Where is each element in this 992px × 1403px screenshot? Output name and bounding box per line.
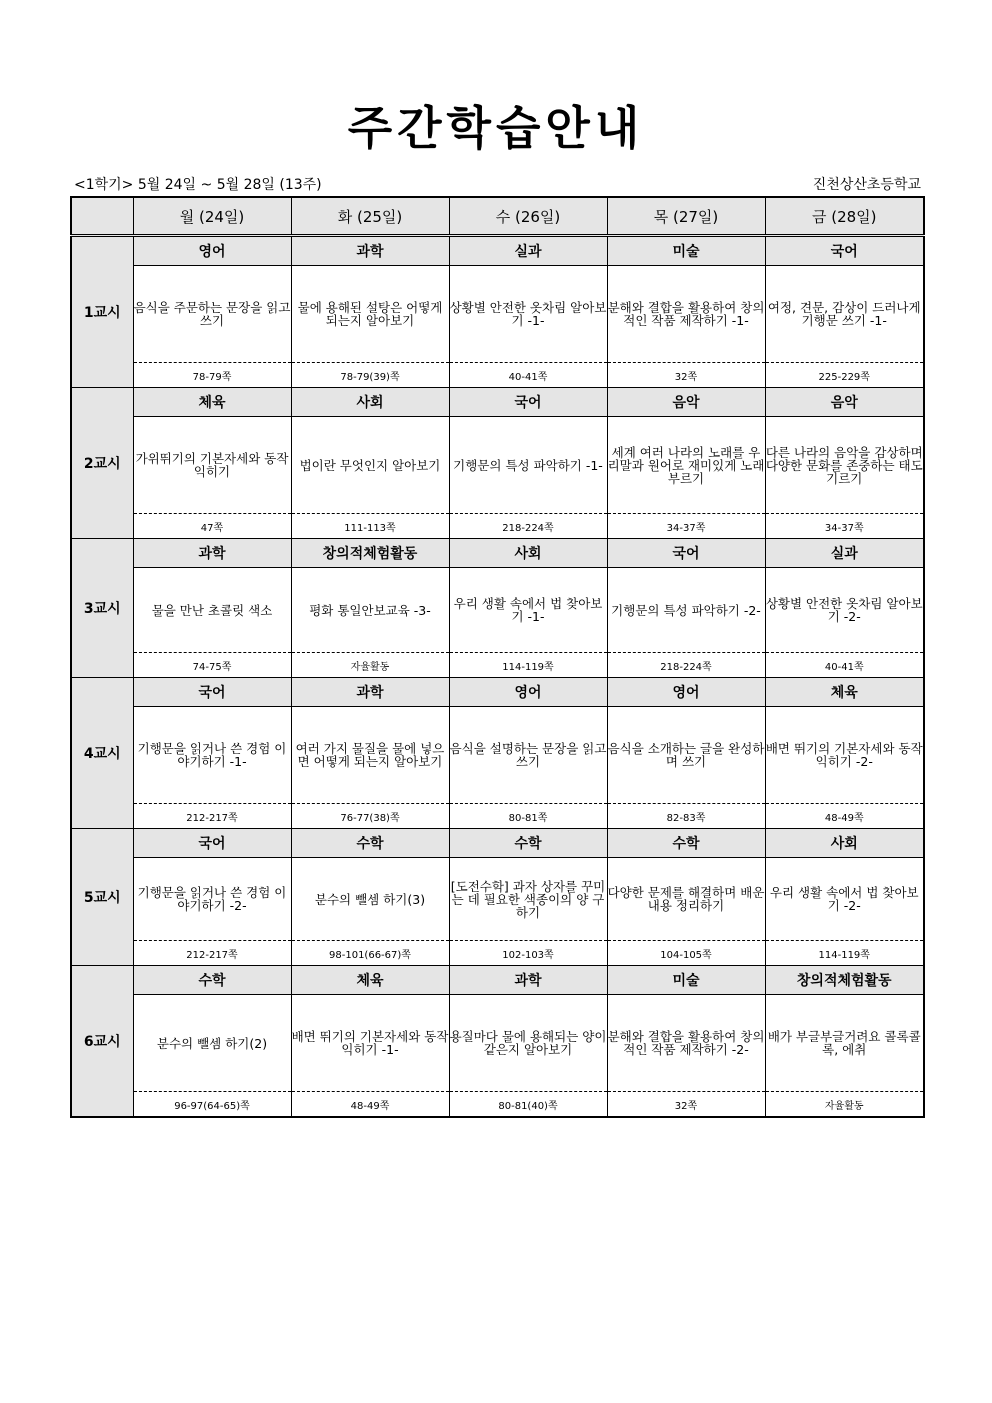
topic-row bbox=[71, 858, 924, 941]
subject-cell: 사회 bbox=[449, 539, 607, 568]
subject-row bbox=[71, 236, 924, 266]
page-ref-cell: 34-37쪽 bbox=[607, 514, 765, 539]
subject-cell: 체육 bbox=[291, 966, 449, 995]
subject-cell: 미술 bbox=[607, 966, 765, 995]
page-ref-cell: 102-103쪽 bbox=[449, 941, 607, 966]
day-header-thu: 목 (27일) bbox=[607, 197, 765, 236]
page-ref-cell: 82-83쪽 bbox=[607, 804, 765, 829]
day-header-fri: 금 (28일) bbox=[765, 197, 924, 236]
topic-cell: 기행문의 특성 파악하기 -2- bbox=[607, 568, 765, 653]
topic-cell: [도전수학] 과자 상자를 꾸미는 데 필요한 색종이의 양 구하기 bbox=[449, 858, 607, 941]
topic-row bbox=[71, 266, 924, 363]
topic-cell: 기행문을 읽거나 쓴 경험 이야기하기 -2- bbox=[133, 858, 291, 941]
subject-cell: 과학 bbox=[449, 966, 607, 995]
subject-cell: 실과 bbox=[765, 539, 924, 568]
topic-cell: 기행문을 읽거나 쓴 경험 이야기하기 -1- bbox=[133, 707, 291, 804]
subject-cell: 사회 bbox=[291, 388, 449, 417]
subject-cell: 수학 bbox=[449, 829, 607, 858]
corner-cell bbox=[71, 197, 133, 236]
subject-cell: 국어 bbox=[449, 388, 607, 417]
subject-cell: 국어 bbox=[133, 829, 291, 858]
page-ref-cell: 218-224쪽 bbox=[607, 653, 765, 678]
page-ref-cell: 자율활동 bbox=[765, 1092, 924, 1118]
topic-row bbox=[71, 707, 924, 804]
topic-cell: 상황별 안전한 옷차림 알아보기 -1- bbox=[449, 266, 607, 363]
subject-cell: 체육 bbox=[765, 678, 924, 707]
page-ref-cell: 114-119쪽 bbox=[449, 653, 607, 678]
page-ref-cell: 218-224쪽 bbox=[449, 514, 607, 539]
topic-cell: 법이란 무엇인지 알아보기 bbox=[291, 417, 449, 514]
topic-cell: 다양한 문제를 해결하며 배운 내용 정리하기 bbox=[607, 858, 765, 941]
subject-row bbox=[71, 966, 924, 995]
subject-cell: 창의적체험활동 bbox=[765, 966, 924, 995]
subject-cell: 사회 bbox=[765, 829, 924, 858]
topic-cell: 세계 여러 나라의 노래를 우리말과 원어로 재미있게 노래 부르기 bbox=[607, 417, 765, 514]
weekly-schedule-table bbox=[70, 196, 925, 1118]
page-ref-cell: 111-113쪽 bbox=[291, 514, 449, 539]
topic-cell: 분해와 결합을 활용하여 창의적인 작품 제작하기 -1- bbox=[607, 266, 765, 363]
page-ref-cell: 225-229쪽 bbox=[765, 363, 924, 388]
page-row bbox=[71, 804, 924, 829]
page-ref-cell: 32쪽 bbox=[607, 1092, 765, 1118]
topic-cell: 기행문의 특성 파악하기 -1- bbox=[449, 417, 607, 514]
subject-cell: 음악 bbox=[607, 388, 765, 417]
page-ref-cell: 40-41쪽 bbox=[449, 363, 607, 388]
day-header-wed: 수 (26일) bbox=[449, 197, 607, 236]
page-ref-cell: 자율활동 bbox=[291, 653, 449, 678]
topic-cell: 물을 만난 초콜릿 색소 bbox=[133, 568, 291, 653]
subject-row bbox=[71, 678, 924, 707]
page-ref-cell: 48-49쪽 bbox=[291, 1092, 449, 1118]
subject-row bbox=[71, 388, 924, 417]
topic-cell: 가위뛰기의 기본자세와 동작 익히기 bbox=[133, 417, 291, 514]
subject-cell: 과학 bbox=[133, 539, 291, 568]
day-header-row bbox=[71, 197, 924, 236]
page-row bbox=[71, 514, 924, 539]
topic-cell: 음식을 설명하는 문장을 읽고 쓰기 bbox=[449, 707, 607, 804]
topic-cell: 음식을 소개하는 글을 완성하며 쓰기 bbox=[607, 707, 765, 804]
subject-row bbox=[71, 539, 924, 568]
subject-cell: 수학 bbox=[291, 829, 449, 858]
subject-cell: 창의적체험활동 bbox=[291, 539, 449, 568]
topic-cell: 물에 용해된 설탕은 어떻게 되는지 알아보기 bbox=[291, 266, 449, 363]
topic-cell: 용질마다 물에 용해되는 양이 같은지 알아보기 bbox=[449, 995, 607, 1092]
page-ref-cell: 80-81쪽 bbox=[449, 804, 607, 829]
day-header-mon: 월 (24일) bbox=[133, 197, 291, 236]
subject-cell: 국어 bbox=[765, 236, 924, 266]
topic-cell: 우리 생활 속에서 법 찾아보기 -2- bbox=[765, 858, 924, 941]
page-ref-cell: 104-105쪽 bbox=[607, 941, 765, 966]
page-ref-cell: 76-77(38)쪽 bbox=[291, 804, 449, 829]
page-ref-cell: 47쪽 bbox=[133, 514, 291, 539]
page-ref-cell: 98-101(66-67)쪽 bbox=[291, 941, 449, 966]
topic-cell: 배가 부글부글거려요 콜록콜록, 에취 bbox=[765, 995, 924, 1092]
page-ref-cell: 78-79쪽 bbox=[133, 363, 291, 388]
subject-cell: 영어 bbox=[449, 678, 607, 707]
subject-cell: 미술 bbox=[607, 236, 765, 266]
topic-cell: 분수의 뺄셈 하기(3) bbox=[291, 858, 449, 941]
page-row bbox=[71, 363, 924, 388]
page-ref-cell: 34-37쪽 bbox=[765, 514, 924, 539]
page-ref-cell: 40-41쪽 bbox=[765, 653, 924, 678]
school-name: 진천상산초등학교 bbox=[812, 177, 921, 193]
period-label: 1교시 bbox=[71, 236, 133, 388]
topic-cell: 음식을 주문하는 문장을 읽고 쓰기 bbox=[133, 266, 291, 363]
topic-row bbox=[71, 568, 924, 653]
topic-cell: 분해와 결합을 활용하여 창의적인 작품 제작하기 -2- bbox=[607, 995, 765, 1092]
subject-cell: 수학 bbox=[133, 966, 291, 995]
page-ref-cell: 212-217쪽 bbox=[133, 941, 291, 966]
period-label: 5교시 bbox=[71, 829, 133, 966]
page-ref-cell: 74-75쪽 bbox=[133, 653, 291, 678]
subject-cell: 실과 bbox=[449, 236, 607, 266]
day-header-tue: 화 (25일) bbox=[291, 197, 449, 236]
subject-cell: 영어 bbox=[133, 236, 291, 266]
subject-cell: 음악 bbox=[765, 388, 924, 417]
topic-row bbox=[71, 417, 924, 514]
topic-cell: 우리 생활 속에서 법 찾아보기 -1- bbox=[449, 568, 607, 653]
page-ref-cell: 96-97(64-65)쪽 bbox=[133, 1092, 291, 1118]
subject-row bbox=[71, 829, 924, 858]
topic-row bbox=[71, 995, 924, 1092]
topic-cell: 배면 뛰기의 기본자세와 동작 익히기 -2- bbox=[765, 707, 924, 804]
period-label: 3교시 bbox=[71, 539, 133, 678]
page-row bbox=[71, 653, 924, 678]
page-ref-cell: 212-217쪽 bbox=[133, 804, 291, 829]
topic-cell: 배면 뛰기의 기본자세와 동작 익히기 -1- bbox=[291, 995, 449, 1092]
page-title: 주간학습안내 bbox=[347, 101, 645, 155]
topic-cell: 다른 나라의 음악을 감상하며 다양한 문화를 존중하는 태도 기르기 bbox=[765, 417, 924, 514]
topic-cell: 상황별 안전한 옷차림 알아보기 -2- bbox=[765, 568, 924, 653]
subject-cell: 과학 bbox=[291, 678, 449, 707]
topic-cell: 분수의 뺄셈 하기(2) bbox=[133, 995, 291, 1092]
subject-cell: 과학 bbox=[291, 236, 449, 266]
period-label: 6교시 bbox=[71, 966, 133, 1118]
page-row bbox=[71, 941, 924, 966]
page-ref-cell: 32쪽 bbox=[607, 363, 765, 388]
page-ref-cell: 114-119쪽 bbox=[765, 941, 924, 966]
subject-cell: 수학 bbox=[607, 829, 765, 858]
page-ref-cell: 48-49쪽 bbox=[765, 804, 924, 829]
subject-cell: 국어 bbox=[133, 678, 291, 707]
page-ref-cell: 78-79(39)쪽 bbox=[291, 363, 449, 388]
period-label: 4교시 bbox=[71, 678, 133, 829]
subject-cell: 국어 bbox=[607, 539, 765, 568]
topic-cell: 여정, 견문, 감상이 드러나게 기행문 쓰기 -1- bbox=[765, 266, 924, 363]
subject-cell: 영어 bbox=[607, 678, 765, 707]
topic-cell: 여러 가지 물질을 물에 넣으면 어떻게 되는지 알아보기 bbox=[291, 707, 449, 804]
page-row bbox=[71, 1092, 924, 1118]
period-label: 2교시 bbox=[71, 388, 133, 539]
page-ref-cell: 80-81(40)쪽 bbox=[449, 1092, 607, 1118]
semester-week-range: <1학기> 5월 24일 ~ 5월 28일 (13주) bbox=[74, 177, 322, 193]
topic-cell: 평화 통일안보교육 -3- bbox=[291, 568, 449, 653]
subject-cell: 체육 bbox=[133, 388, 291, 417]
